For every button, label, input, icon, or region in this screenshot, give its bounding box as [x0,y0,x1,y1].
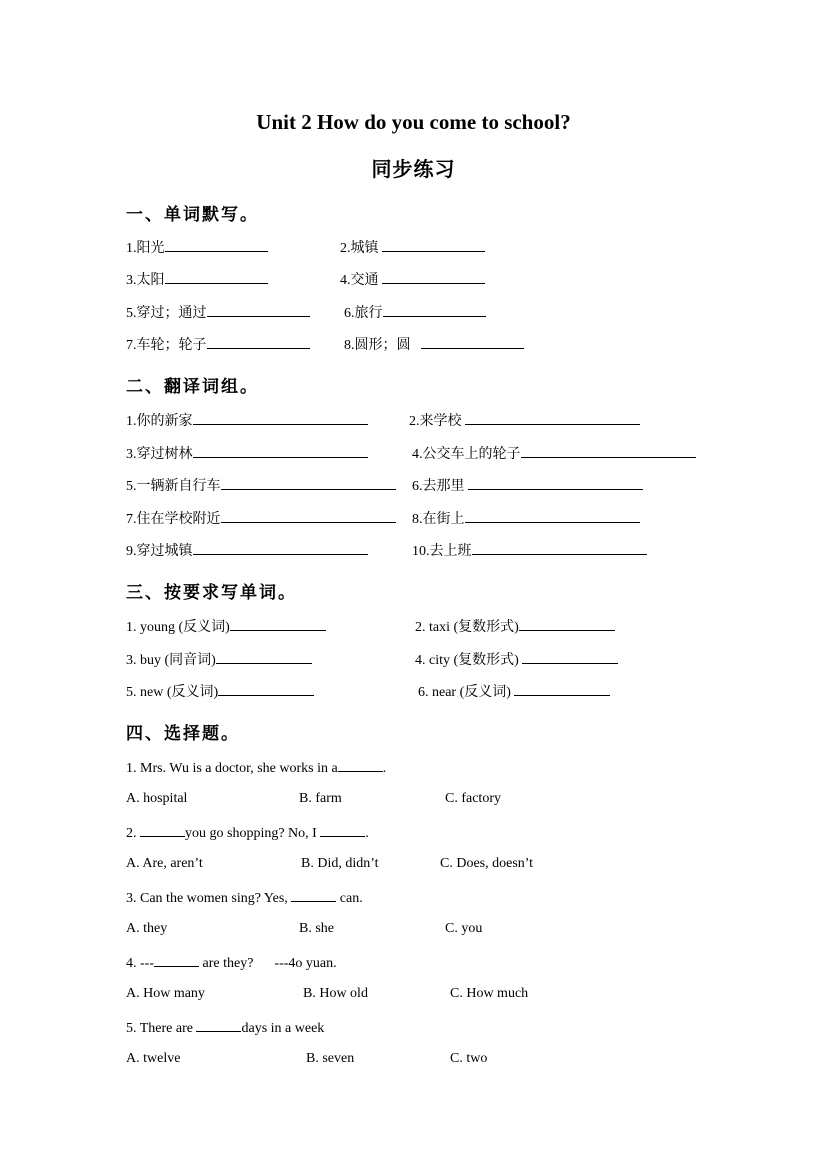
list-item [126,333,310,356]
stem-text: you go shopping? No, I [185,826,321,841]
answer-blank[interactable] [165,236,268,252]
section-2-heading: 二、翻译词组。 [126,377,259,396]
answer-blank[interactable] [216,648,312,664]
option-a[interactable]: A. How many [126,986,205,1001]
answer-blank[interactable] [154,951,199,967]
item-label: 3.穿过树林 [126,447,193,462]
answer-blank[interactable] [382,268,485,284]
item-label: 1.阳光 [126,241,165,256]
question-stem [126,821,369,844]
stem-text: days in a week [241,1021,325,1036]
item-label: 3. buy (同音词) [126,653,216,668]
option-a[interactable]: A. hospital [126,791,188,806]
item-label: 7.车轮；轮子 [126,338,207,353]
answer-blank[interactable] [291,886,336,902]
answer-blank[interactable] [193,409,368,425]
answer-blank[interactable] [230,615,326,631]
item-label: 6. near (反义词) [418,685,511,700]
answer-blank[interactable] [218,680,314,696]
item-label: 5. new (反义词) [126,685,219,700]
item-label: 1. young (反义词) [126,620,230,635]
list-item [412,539,647,562]
answer-blank[interactable] [221,507,396,523]
option-a[interactable]: A. they [126,921,168,936]
list-item [126,474,396,497]
question-stem [126,1016,324,1039]
list-item [126,268,268,291]
stem-text: 5. There are [126,1021,197,1036]
option-b[interactable]: B. How old [303,986,368,1001]
list-item [340,268,485,291]
item-label: 5.穿过；通过 [126,306,207,321]
list-item [126,301,310,324]
item-label: 7.住在学校附近 [126,512,221,527]
item-label: 8.圆形；圆 [344,338,411,353]
answer-blank[interactable] [140,821,185,837]
question-stem [126,756,386,779]
list-item [126,236,268,259]
item-label: 3.太阳 [126,273,165,288]
list-item [340,236,485,259]
answer-blank[interactable] [207,301,310,317]
answer-blank[interactable] [193,442,368,458]
item-label: 2.城镇 [340,241,379,256]
list-item [344,333,524,356]
stem-text: can. [336,891,363,906]
stem-text: 2. [126,826,140,841]
item-label: 10.去上班 [412,544,472,559]
list-item [412,442,696,465]
list-item [418,680,610,703]
list-item [126,648,312,671]
stem-text: 3. Can the women sing? Yes, [126,891,292,906]
section-1-heading: 一、单词默写。 [126,205,259,224]
question-stem [126,886,363,909]
list-item [344,301,486,324]
stem-text: 1. Mrs. Wu is a doctor, she works in a [126,761,338,776]
option-c[interactable]: C. factory [445,791,501,806]
answer-blank[interactable] [338,756,383,772]
list-item [126,615,326,638]
section-4-heading: 四、选择题。 [126,724,240,743]
option-c[interactable]: C. Does, doesn’t [440,856,534,871]
option-b[interactable]: B. farm [299,791,342,806]
answer-blank[interactable] [465,507,640,523]
item-label: 4.公交车上的轮子 [412,447,521,462]
option-c[interactable]: C. you [445,921,483,936]
item-label: 2.来学校 [409,414,462,429]
item-label: 6.去那里 [412,479,465,494]
stem-text: 4. --- [126,956,154,971]
list-item [126,409,368,432]
item-label: 5.一辆新自行车 [126,479,221,494]
stem-text: . [365,826,369,841]
answer-blank[interactable] [521,442,696,458]
stem-text: . [382,761,387,776]
answer-blank[interactable] [207,333,310,349]
item-label: 4. city (复数形式) [415,653,519,668]
answer-blank[interactable] [165,268,268,284]
answer-blank[interactable] [522,648,618,664]
item-label: 4.交通 [340,273,379,288]
list-item [412,507,640,530]
item-label: 1.你的新家 [126,414,193,429]
list-item [126,442,368,465]
answer-blank[interactable] [383,301,486,317]
answer-blank[interactable] [519,615,615,631]
item-label: 9.穿过城镇 [126,544,193,559]
answer-blank[interactable] [221,474,396,490]
page-subtitle: 同步练习 [371,159,456,181]
item-label: 2. taxi (复数形式) [415,620,519,635]
list-item [409,409,640,432]
answer-blank[interactable] [320,821,365,837]
list-item [126,680,314,703]
list-item [412,474,643,497]
page-title: Unit 2 How do you come to school? [256,110,571,134]
list-item [415,648,618,671]
list-item [126,507,396,530]
option-a[interactable]: A. twelve [126,1051,181,1066]
item-label: 6.旅行 [344,306,383,321]
answer-blank[interactable] [472,539,647,555]
option-b[interactable]: B. seven [306,1051,355,1066]
answer-blank[interactable] [196,1016,241,1032]
option-b[interactable]: B. she [299,921,334,936]
stem-text: are they? ---4o yuan. [199,956,337,971]
answer-blank[interactable] [421,333,524,349]
answer-blank[interactable] [514,680,610,696]
answer-blank[interactable] [382,236,485,252]
section-3-heading: 三、按要求写单词。 [126,583,297,602]
option-c[interactable]: C. How much [450,986,529,1001]
answer-blank[interactable] [465,409,640,425]
answer-blank[interactable] [193,539,368,555]
list-item [126,539,368,562]
item-label: 8.在街上 [412,512,465,527]
list-item [415,615,615,638]
answer-blank[interactable] [468,474,643,490]
option-a[interactable]: A. Are, aren’t [126,856,203,871]
question-stem [126,951,337,974]
option-b[interactable]: B. Did, didn’t [301,856,379,871]
option-c[interactable]: C. two [450,1051,488,1066]
